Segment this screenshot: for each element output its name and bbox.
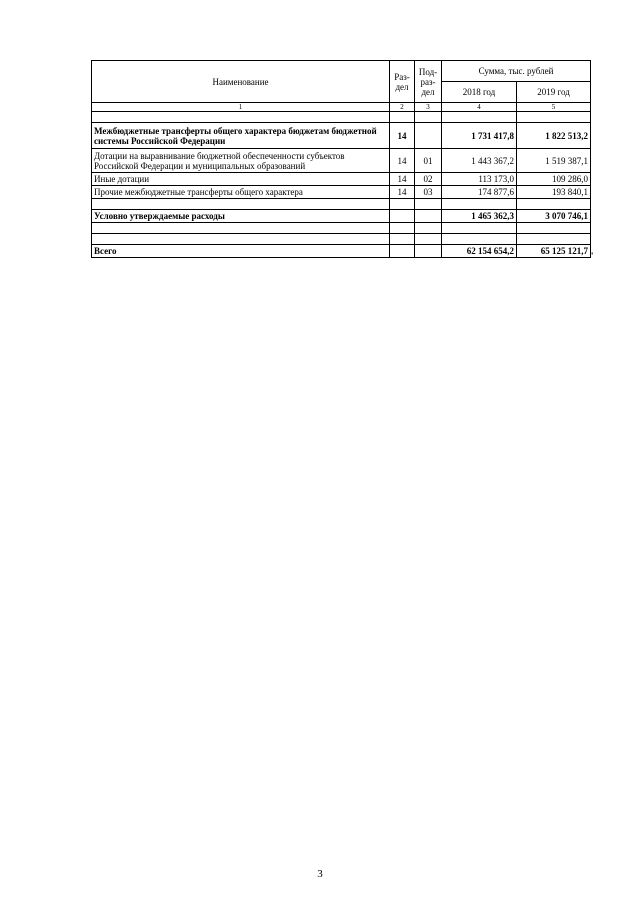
table-row [92, 149, 591, 173]
column-number: 1 [92, 103, 390, 112]
page-number: 3 [317, 868, 323, 880]
spacer-row [92, 199, 591, 210]
row-subsection: 02 [415, 173, 442, 186]
row-value-2019: 109 286,0 [517, 173, 591, 186]
row-value-2019: 1 822 513,2 [517, 123, 591, 149]
row-section [390, 245, 415, 258]
row-section: 14 [390, 149, 415, 173]
row-value-2018: 1 443 367,2 [442, 149, 517, 173]
row-value-2019: 3 070 746,1 [517, 210, 591, 223]
row-section [390, 210, 415, 223]
header-row-1 [92, 61, 591, 82]
row-value-2018: 1 465 362,3 [442, 210, 517, 223]
spacer-row [92, 112, 591, 123]
spacer-row [92, 223, 591, 234]
row-name: Прочие межбюджетные трансферты общего характера [92, 186, 390, 199]
column-number: 4 [442, 103, 517, 112]
row-section: 14 [390, 123, 415, 149]
row-subsection [415, 210, 442, 223]
table-row [92, 123, 591, 149]
column-number: 2 [390, 103, 415, 112]
row-name: Всего [92, 245, 390, 258]
column-number-row [92, 103, 591, 112]
row-subsection: 01 [415, 149, 442, 173]
table-row [92, 245, 591, 258]
header-year-2018: 2018 год [442, 82, 517, 103]
column-number: 5 [517, 103, 591, 112]
header-name: Наименование [92, 61, 390, 103]
table-row [92, 173, 591, 186]
table-row [92, 210, 591, 223]
row-section: 14 [390, 173, 415, 186]
row-section: 14 [390, 186, 415, 199]
row-subsection [415, 123, 442, 149]
row-subsection [415, 245, 442, 258]
closing-quote: " [590, 251, 594, 261]
row-name: Условно утверждаемые расходы [92, 210, 390, 223]
header-section: Раз-дел [390, 61, 415, 103]
row-value-2018: 174 877,6 [442, 186, 517, 199]
row-value-2019: 65 125 121,7 [517, 245, 591, 258]
row-name: Дотации на выравнивание бюджетной обеспеченности субъектов Российской Федерации и муниципальных образований [92, 149, 390, 173]
header-subsection: Под-раз-дел [415, 61, 442, 103]
column-number: 3 [415, 103, 442, 112]
header-year-2019: 2019 год [517, 82, 591, 103]
spacer-row [92, 234, 591, 245]
row-value-2018: 1 731 417,8 [442, 123, 517, 149]
table-row [92, 186, 591, 199]
row-subsection: 03 [415, 186, 442, 199]
row-value-2019: 193 840,1 [517, 186, 591, 199]
row-value-2019: 1 519 387,1 [517, 149, 591, 173]
row-name: Межбюджетные трансферты общего характера бюджетам бюджетной системы Российской Федерации [92, 123, 390, 149]
budget-table [91, 60, 591, 258]
row-value-2018: 62 154 654,2 [442, 245, 517, 258]
row-name: Иные дотации [92, 173, 390, 186]
row-value-2018: 113 173,0 [442, 173, 517, 186]
header-sum: Сумма, тыс. рублей [442, 61, 591, 82]
